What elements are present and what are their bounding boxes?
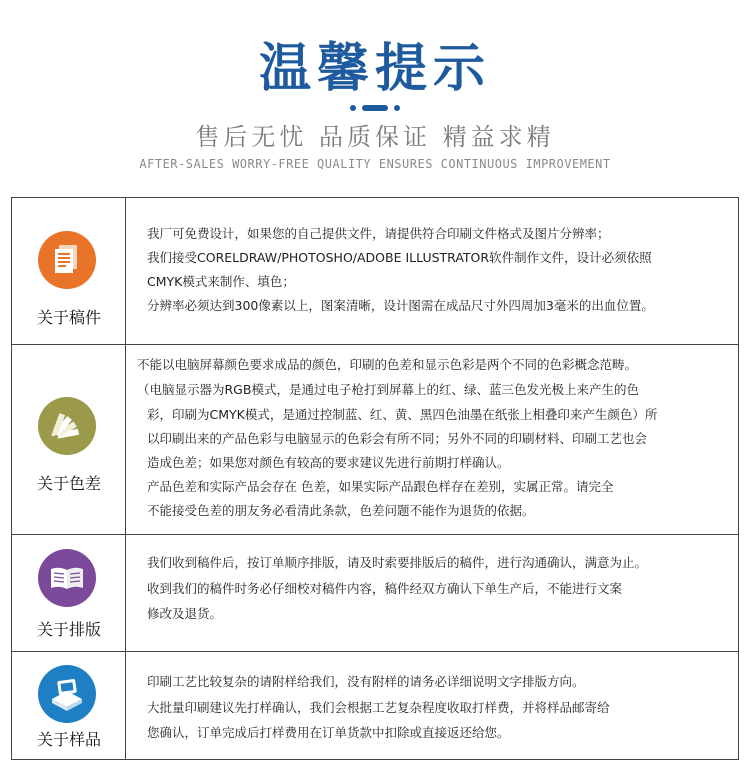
body-line: 大批量印刷建议先打样确认，我们会根据工艺复杂程度收取打样费，并将样品邮寄给 — [147, 700, 610, 715]
body-line: 我厂可免费设计，如果您的自己提供文件，请提供符合印刷文件格式及图片分辨率； — [147, 226, 610, 241]
body-line: 不能接受色差的朋友务必看清此条款，色差问题不能作为退货的依据。 — [147, 503, 535, 518]
body-line: CMYK模式来制作、填色； — [147, 274, 295, 289]
section-row-manuscript — [12, 198, 738, 345]
section-title: 关于色差 — [36, 474, 101, 493]
body-line: 产品色差和实际产品会存在 色差，如果实际产品跟色样存在差别，实属正常。请完全 — [147, 479, 614, 494]
notice-table — [11, 197, 739, 760]
section-label-cell — [12, 652, 126, 759]
section-row-samples — [12, 652, 738, 759]
subtitle: 售后无忧 品质保证 精益求精 — [195, 123, 555, 151]
section-body — [127, 198, 738, 344]
body-line: 您确认，订单完成后打样费用在订单货款中扣除或直接返还给您。 — [147, 725, 510, 740]
section-title: 关于稿件 — [36, 308, 101, 327]
body-line: 彩，印刷为CMYK模式，是通过控制蓝、红、黄、黑四色油墨在纸张上相叠印来产生颜色）所 — [147, 407, 658, 422]
body-line: 分辨率必须达到300像素以上，图案清晰，设计图需在成品尺寸外四周加3毫米的出血位置。 — [147, 298, 654, 313]
document-icon — [38, 231, 96, 289]
section-label-cell — [12, 345, 126, 534]
section-body — [127, 345, 738, 534]
page-title: 温馨提示 — [258, 39, 491, 99]
section-row-typesetting — [12, 535, 738, 652]
body-line: 我们接受CORELDRAW/PHOTOSHO/ADOBE ILLUSTRATOR软件制作文件，设计必须依照 — [147, 250, 652, 265]
title-divider — [0, 97, 750, 105]
body-line: 不能以电脑屏幕颜色要求成品的颜色，印刷的色差和显示色彩是两个不同的色彩概念范畴。 — [137, 357, 638, 372]
body-line: 我们收到稿件后，按订单顺序排版，请及时索要排版后的稿件，进行沟通确认，满意为止。 — [147, 555, 648, 570]
section-label-cell — [12, 198, 126, 344]
subtitle-english: AFTER-SALES WORRY-FREE QUALITY ENSURES CONTINUOUS IMPROVEMENT — [139, 157, 611, 171]
section-row-color-difference — [12, 345, 738, 535]
body-line: 印刷工艺比较复杂的请附样给我们，没有附样的请务必详细说明文字排版方向。 — [147, 674, 585, 689]
divider-dot — [350, 105, 356, 111]
section-label-cell — [12, 535, 126, 651]
body-line: 以印刷出来的产品色彩与电脑显示的色彩会有所不同；另外不同的印刷材料、印刷工艺也会 — [147, 431, 648, 446]
section-title: 关于排版 — [36, 620, 101, 639]
sample-box-icon — [38, 665, 96, 723]
body-line: 造成色差；如果您对颜色有较高的要求建议先进行前期打样确认。 — [147, 455, 510, 470]
body-line: 修改及退货。 — [147, 606, 223, 621]
divider-dot — [394, 105, 400, 111]
body-line: （电脑显示器为RGB模式，是通过电子枪打到屏幕上的红、绿、蓝三色发光极上来产生的色 — [137, 382, 639, 397]
body-line: 收到我们的稿件时务必仔细校对稿件内容，稿件经双方确认下单生产后，不能进行文案 — [147, 581, 623, 596]
section-body — [127, 652, 738, 759]
book-icon — [38, 549, 96, 607]
section-title: 关于样品 — [36, 730, 101, 749]
divider-bar — [362, 105, 388, 111]
color-swatch-icon — [38, 397, 96, 455]
section-body — [127, 535, 738, 651]
